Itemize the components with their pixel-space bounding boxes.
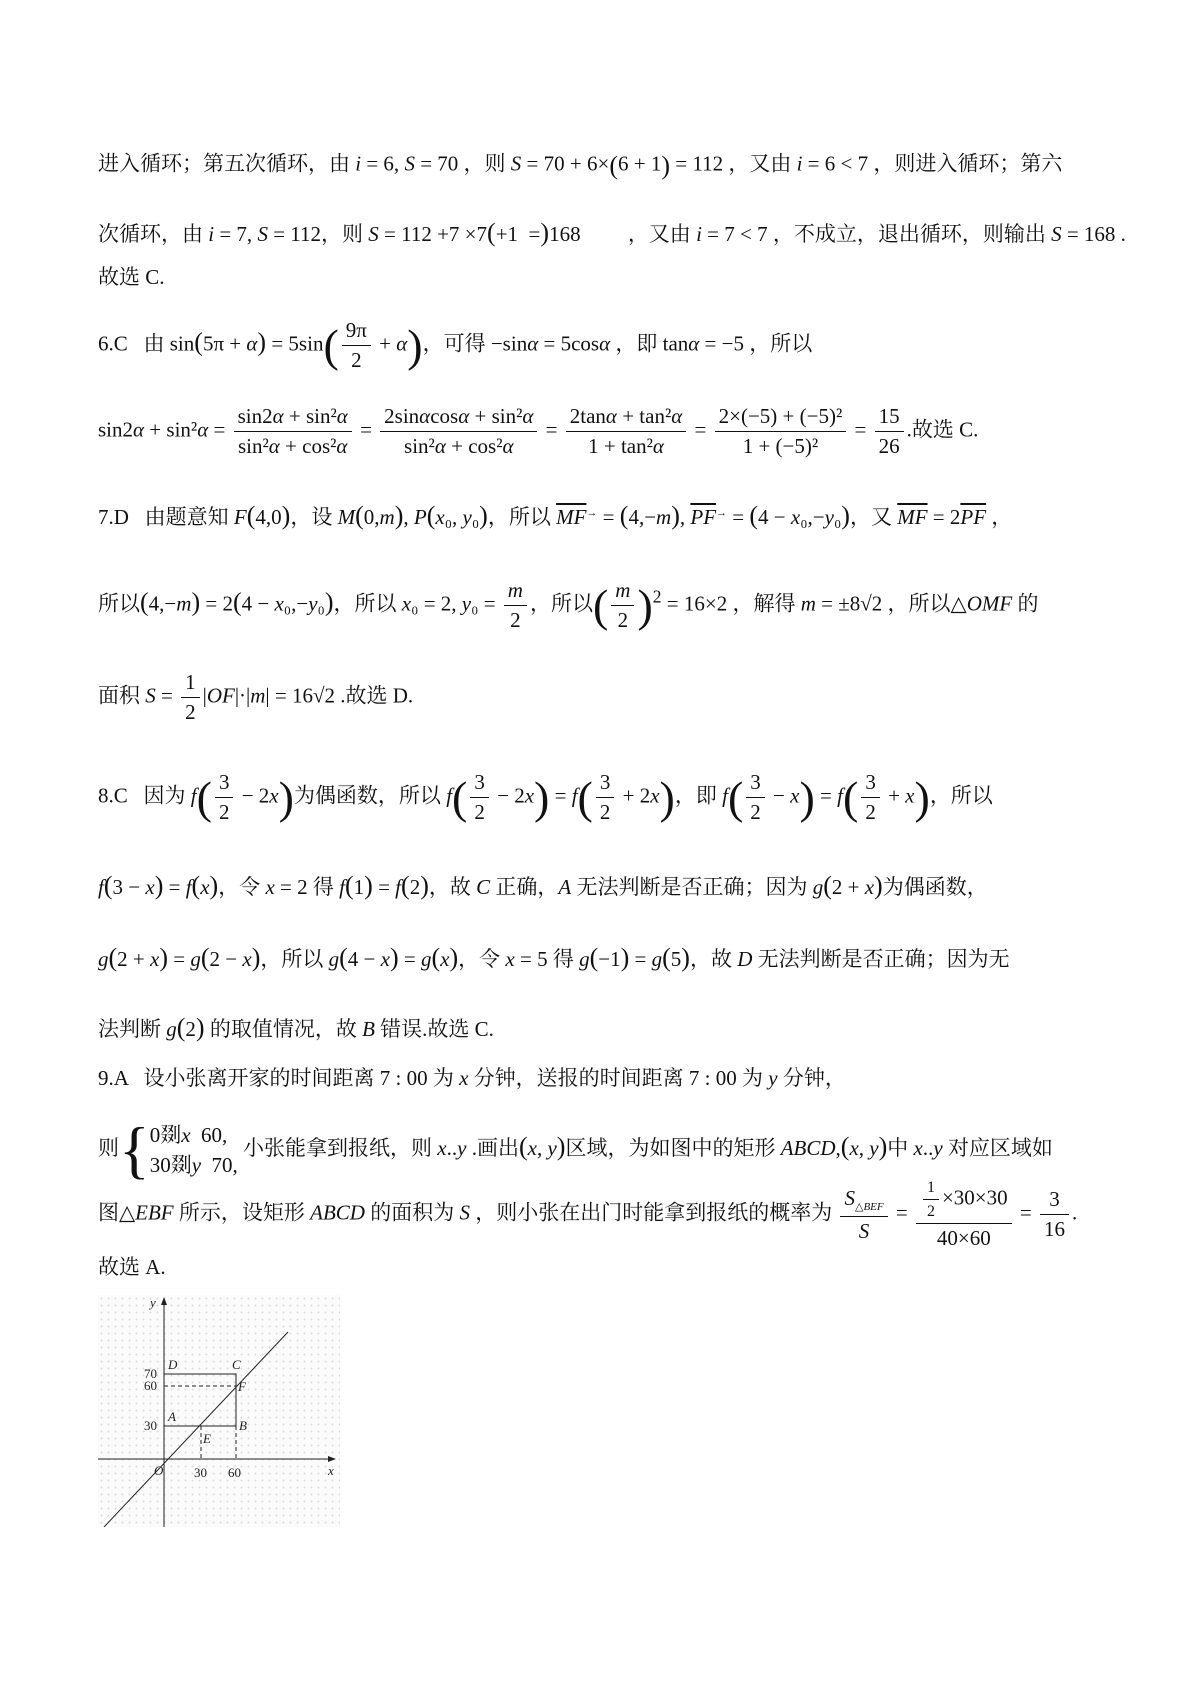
point-label-a: A: [168, 1409, 176, 1424]
axis-label-y: y: [150, 1295, 156, 1310]
text-line-11: g(2 + x) = g(2 − x)，所以 g(4 − x) = g(x)，令 x = 5 得 g(−1) = g(5)，故 D 无法判断是否正确；因为无: [98, 943, 1010, 972]
text-line-4: 6.C 由 sin(5π + α) = 5sin( $\frac{9\pi}{2}$ + α)，可得 −sinα = 5cosα ，即 tanα = −5 ，所以: [98, 318, 813, 373]
text-line-6: 7.D 由题意知 F(4,0)，设 M(0,m), P(x₀, y₀)，所以 $\overline{MF}^\to = (4,-m)$, $\overline{PF}^\to = (4 - x_0,-y_0)$，又 $\overline{MF} = 2\overline{PF}$ ，: [98, 501, 1013, 530]
figure-svg: [98, 1295, 340, 1527]
text-line-12: 法判断 g(2) 的取值情况，故 B 错误.故选 C.: [98, 1013, 494, 1042]
tick-label-y-70: 70: [144, 1366, 157, 1381]
point-label-c: C: [232, 1357, 241, 1372]
tick-label-x-60: 60: [228, 1465, 241, 1480]
axis-label-x: x: [328, 1463, 334, 1478]
tick-label-y-30: 30: [144, 1418, 157, 1433]
text-line-5: sin2α + sin²α = $\frac{\text{sin2α + sin²α}}{\text{sin²α + cos²α}}$ = $\frac{\text{2sinαcosα + sin²α}}{\text{sin²α + cos²α}}$ = $\frac{\text{2tanα + tan²α}}{\text{1 + tan²α}}$ = $\frac{\text{2×(−5) + (−5)²}}{\text{1 + (−5)²}}$ = $\frac{15}{26}$ .故选 C.: [98, 404, 979, 459]
text-line-15: 图△EBF 所示，设矩形 ABCD 的面积为 S ，则小张在出门时能拿到报纸的概率为 $\frac{S_{\triangle BEF}}{S}$ = $\frac{1}{2}$ ×30×30 40×60 = $\frac{3}{16}$ .: [98, 1179, 1078, 1251]
text-line-14: 则{0剟x 60, 30剟y 70, 小张能拿到报纸，则 x..y .画出(x, y)区域，为如图中的矩形 ABCD,(x, y)中 x..y 对应区域如: [98, 1114, 1053, 1185]
origin-label: O: [154, 1463, 164, 1478]
point-label-d: D: [168, 1357, 178, 1372]
tick-label-y-60: 60: [144, 1378, 157, 1393]
text-line-16: 故选 A.: [98, 1255, 166, 1279]
text-line-9: 8.C 因为 f( $\frac{3}{2}$ − 2x)为偶函数，所以 f( $\frac{3}{2}$ − 2x) = f( $\frac{3}{2}$ + 2x)，即 f( $\frac{3}{2}$ − x) = f( $\frac{3}{2}$ + x)，所以: [98, 770, 993, 825]
point-label-e: E: [203, 1431, 211, 1446]
coordinate-figure: [98, 1295, 340, 1527]
text-line-2: 次循环，由 i = 7, S = 112，则 S = 112 +7 ×7(+1 =)168 ，又由 i = 7 < 7 ，不成立，退出循环，则输出 S = 168 .: [98, 218, 1126, 247]
text-line-8: 面积 S = $\frac{1}{2}$ |OF|·|m| = 16√2 .故选 D.: [98, 670, 414, 725]
text-line-1: 进入循环；第五次循环，由 i = 6, S = 70 ，则 S = 70 + 6×(6 + 1) = 112 ，又由 i = 6 < 7 ，则进入循环；第六: [98, 151, 1063, 180]
text-line-13: 9.A 设小张离开家的时间距离 7 : 00 为 x 分钟，送报的时间距离 7 : 00 为 y 分钟，: [98, 1066, 846, 1090]
text-line-7: 所以(4,−m) = 2(4 − x₀,−y₀)，所以 x₀ = 2, y₀ = $\frac{m}{2}$ ，所以( $\frac{m}{2}$ )$^2$ = 16×2 ，解得 m = ±8√2 ，所以△OMF 的: [98, 578, 1039, 633]
tick-label-x-30: 30: [194, 1465, 207, 1480]
text-line-10: f(3 − x) = f(x)，令 x = 2 得 f(1) = f(2)，故 C 正确，A 无法判断是否正确；因为 g(2 + x)为偶函数，: [98, 871, 988, 900]
y-axis-arrow: [161, 1297, 167, 1305]
x-axis-arrow: [328, 1456, 336, 1462]
point-label-b: B: [239, 1418, 247, 1433]
point-label-f: F: [238, 1379, 246, 1394]
line-y-equals-x: [104, 1332, 288, 1527]
text-line-3: 故选 C.: [98, 265, 165, 289]
